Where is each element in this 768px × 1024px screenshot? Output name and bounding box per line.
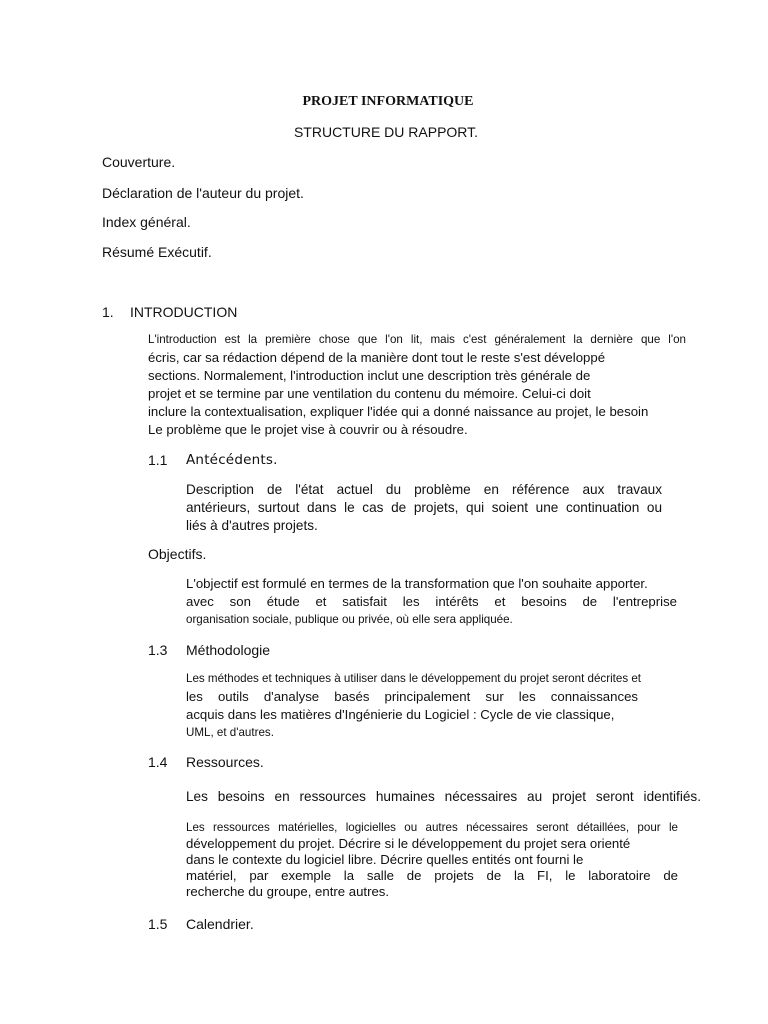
paragraph-line: Les ressources matérielles, logicielles ou autres nécessaires seront détaillées, pour le bbox=[186, 821, 678, 834]
ressources-paragraph-materielles bbox=[186, 820, 678, 900]
paragraph-line: organisation sociale, publique ou privée, où elle sera appliquée. bbox=[186, 613, 513, 626]
section-number: 1. bbox=[102, 304, 114, 320]
document-title: PROJET INFORMATIQUE bbox=[302, 94, 474, 109]
subsection-title: Méthodologie bbox=[186, 642, 271, 658]
subsection-title: Antécédents. bbox=[186, 452, 278, 468]
paragraph-line: UML, et d'autres. bbox=[186, 726, 274, 739]
section-title: INTRODUCTION bbox=[130, 304, 238, 320]
subsection-number: 1.3 bbox=[148, 642, 168, 658]
front-matter-item: Index général. bbox=[102, 214, 191, 230]
document-subtitle: STRUCTURE DU RAPPORT. bbox=[293, 124, 479, 140]
paragraph-line: les outils d'analyse basés principalement sur les connaissances bbox=[186, 689, 638, 704]
paragraph-line: matériel, par exemple la salle de projets de la FI, le laboratoire de bbox=[186, 868, 678, 883]
subsection-title: Calendrier. bbox=[186, 916, 254, 932]
paragraph-line: acquis dans les matières d'Ingénierie du Logiciel : Cycle de vie classique, bbox=[186, 707, 615, 722]
antecedents-paragraph bbox=[186, 481, 662, 535]
paragraph-line: écris, car sa rédaction dépend de la manière dont tout le reste s'est développé bbox=[148, 350, 606, 365]
introduction-paragraph bbox=[148, 331, 686, 439]
paragraph-line: inclure la contextualisation, expliquer l'idée qui a donné naissance au projet, le besoin bbox=[148, 404, 649, 419]
paragraph-line: Les besoins en ressources humaines nécessaires au projet seront identifiés. bbox=[186, 789, 701, 804]
paragraph-line: développement du projet. Décrire si le développement du projet sera orienté bbox=[186, 836, 631, 851]
ressources-paragraph-humaines bbox=[186, 788, 701, 806]
paragraph-line: liés à d'autres projets. bbox=[186, 518, 318, 533]
front-matter-item: Résumé Exécutif. bbox=[102, 244, 212, 260]
objectifs-paragraph bbox=[186, 575, 677, 629]
paragraph-line: antérieurs, surtout dans le cas de projets, qui soient une continuation ou bbox=[186, 500, 662, 515]
paragraph-line: Description de l'état actuel du problème en référence aux travaux bbox=[186, 482, 662, 497]
paragraph-line: dans le contexte du logiciel libre. Décrire quelles entités ont fourni le bbox=[186, 852, 584, 867]
subsection-number: 1.1 bbox=[148, 452, 168, 468]
paragraph-line: Les méthodes et techniques à utiliser dans le développement du projet seront décrites et bbox=[186, 672, 642, 685]
paragraph-line: Le problème que le projet vise à couvrir ou à résoudre. bbox=[148, 422, 468, 437]
paragraph-line: sections. Normalement, l'introduction inclut une description très générale de bbox=[148, 368, 591, 383]
front-matter-item: Couverture. bbox=[102, 154, 176, 170]
paragraph-line: L'objectif est formulé en termes de la transformation que l'on souhaite apporter. bbox=[186, 576, 648, 591]
paragraph-line: projet et se termine par une ventilation du contenu du mémoire. Celui-ci doit bbox=[148, 386, 591, 401]
subsection-title: Objectifs. bbox=[148, 546, 207, 562]
subsection-number: 1.4 bbox=[148, 754, 168, 770]
front-matter-item: Déclaration de l'auteur du projet. bbox=[102, 185, 304, 201]
paragraph-line: avec son étude et satisfait les intérêts et besoins de l'entreprise bbox=[186, 594, 677, 609]
paragraph-line: recherche du groupe, entre autres. bbox=[186, 884, 390, 899]
subsection-number: 1.5 bbox=[148, 916, 168, 932]
methodologie-paragraph bbox=[186, 670, 710, 742]
subsection-title: Ressources. bbox=[186, 754, 264, 770]
paragraph-line: L'introduction est la première chose que l'on lit, mais c'est généralement la dernière que l'on bbox=[148, 333, 686, 346]
